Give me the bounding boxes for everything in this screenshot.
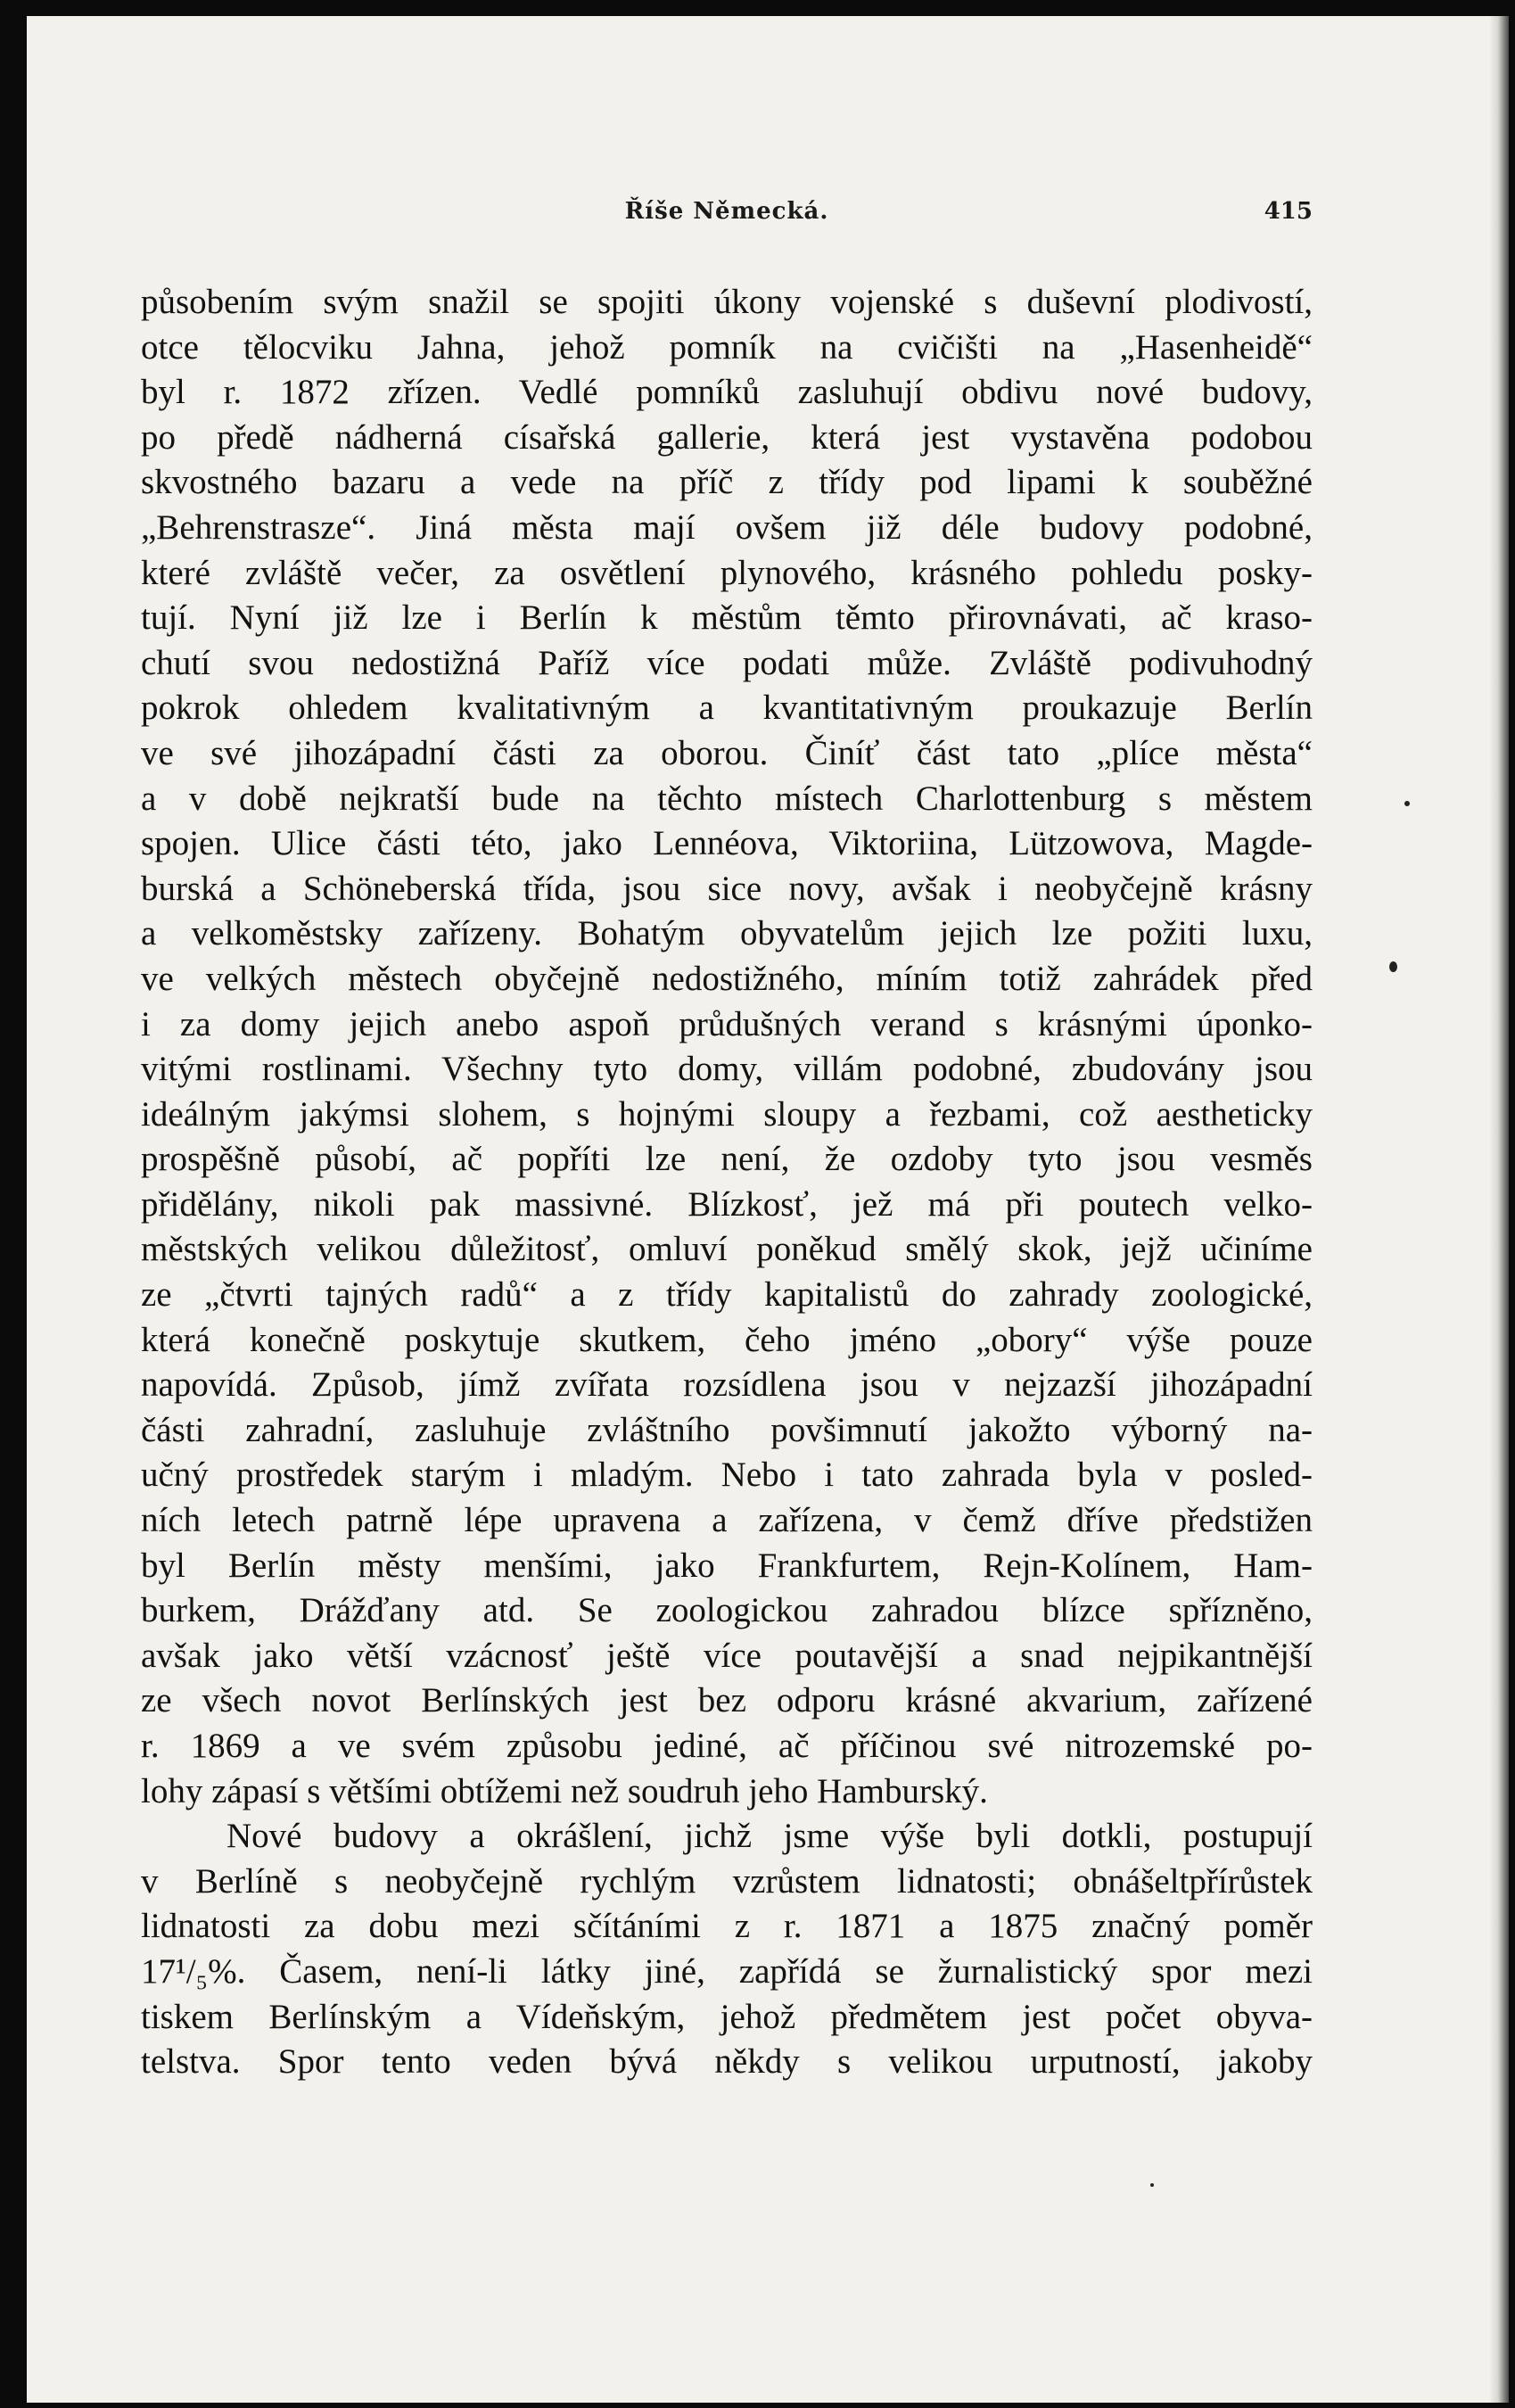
text-line: ních letech patrně lépe upravena a zařízena, v čemž dříve předstižen xyxy=(141,1501,1313,1540)
text-line: lidnatosti za dobu mezi sčítáními z r. 1871 a 1875 značný poměr xyxy=(141,1907,1313,1946)
ink-speck xyxy=(1389,961,1397,972)
body-text xyxy=(141,280,1313,2085)
text-line: pokrok ohledem kvalitativným a kvantitativným proukazuje Berlín xyxy=(141,689,1313,728)
text-line: ve velkých městech obyčejně nedostižného, míním totiž zahrádek před xyxy=(141,959,1313,998)
text-line: i za domy jejich anebo aspoň průdušných verand s krásnými úponko- xyxy=(141,1004,1313,1043)
text-line: které zvláště večer, za osvětlení plynového, krásného pohledu posky- xyxy=(141,553,1313,592)
text-line: tiskem Berlínským a Vídeňským, jehož předmětem jest počet obyva- xyxy=(141,1997,1313,2036)
text-line: telstva. Spor tento veden bývá někdy s velikou urputností, jakoby xyxy=(141,2042,1313,2082)
text-line: a velkoměstsky zařízeny. Bohatým obyvatelům jejich lze požiti luxu, xyxy=(141,914,1313,953)
text-line: ve své jihozápadní části za oborou. Činíť část tato „plíce města“ xyxy=(141,733,1313,772)
text-line: ze „čtvrti tajných radů“ a z třídy kapitalistů do zahrady zoologické, xyxy=(141,1275,1313,1315)
text-line: burská a Schöneberská třída, jsou sice novy, avšak i neobyčejně krásny xyxy=(141,869,1313,908)
text-line: lohy zápasí s většími obtížemi než soudruh jeho Hamburský. xyxy=(141,1771,988,1810)
text-line: v Berlíně s neobyčejně rychlým vzrůstem lidnatosti; obnášeltpřírůstek xyxy=(141,1861,1313,1901)
text-line: Nové budovy a okrášlení, jichž jsme výše byli dotkli, postupují xyxy=(226,1817,1313,1856)
text-line: chutí svou nedostižná Paříž více podati může. Zvláště podivuhodný xyxy=(141,643,1313,682)
page-number: 415 xyxy=(1264,198,1313,225)
book-page xyxy=(27,16,1509,2403)
text-line: působením svým snažil se spojiti úkony vojenské s duševní plodivostí, xyxy=(141,283,1313,321)
text-line: části zahradní, zasluhuje zvláštního povšimnutí jakožto výborný na- xyxy=(141,1410,1313,1449)
text-line: po předě nádherná císařská gallerie, která jest vystavěna podobou xyxy=(141,417,1313,457)
text-line: vitými rostlinami. Všechny tyto domy, villám podobné, zbudovány jsou xyxy=(141,1050,1313,1089)
text-line: skvostného bazaru a vede na příč z třídy pod lipami k souběžné xyxy=(141,463,1313,502)
page-header xyxy=(141,193,1313,235)
ink-speck xyxy=(1150,2183,1154,2187)
text-line: „Behrenstrasze“. Jiná města mají ovšem již déle budovy podobné, xyxy=(141,507,1313,547)
ink-speck xyxy=(1404,801,1410,806)
text-line: učný prostředek starým i mladým. Nebo i tato zahrada byla v posled- xyxy=(141,1456,1313,1495)
text-line: přidělány, nikoli pak massivné. Blízkosť, jež má při poutech velko- xyxy=(141,1184,1313,1224)
text-line: byl r. 1872 zřízen. Vedlé pomníků zasluhují obdivu nové budovy, xyxy=(141,373,1313,412)
text-line: prospěšně působí, ač popříti lze není, že ozdoby tyto jsou vesměs xyxy=(141,1140,1313,1179)
text-line: tují. Nyní již lze i Berlín k městům těmto přirovnávati, ač kraso- xyxy=(141,598,1313,638)
text-line: ze všech novot Berlínských jest bez odporu krásné akvarium, zařízené xyxy=(141,1681,1313,1720)
text-line: r. 1869 a ve svém způsobu jediné, ač příčinou své nitrozemské po- xyxy=(141,1727,1313,1765)
text-line: a v době nejkratší bude na těchto místech Charlottenburg s městem xyxy=(141,779,1313,818)
text-line: která konečně poskytuje skutkem, čeho jméno „obory“ výše pouze xyxy=(141,1320,1313,1359)
text-line: otce tělocviku Jahna, jehož pomník na cvičišti na „Hasenheidě“ xyxy=(141,327,1313,367)
text-line: napovídá. Způsob, jímž zvířata rozsídlena jsou v nejzazší jihozápadní xyxy=(141,1365,1313,1405)
running-title: Říše Německá. xyxy=(624,198,829,225)
text-line: spojen. Ulice části této, jako Lennéova, Viktoriina, Lützowova, Magde- xyxy=(141,824,1313,863)
text-line: byl Berlín městy menšími, jako Frankfurtem, Rejn-Kolínem, Ham- xyxy=(141,1546,1313,1585)
text-line: burkem, Drážďany atd. Se zoologickou zahradou blízce spřízněno, xyxy=(141,1591,1313,1630)
text-line: městských velikou důležitosť, omluví poněkud smělý skok, jejž učiníme xyxy=(141,1230,1313,1269)
page-spine-shadow xyxy=(1489,16,1509,2403)
text-line: ideálným jakýmsi slohem, s hojnými sloupy a řezbami, což aestheticky xyxy=(141,1094,1313,1134)
text-line: avšak jako větší vzácnosť ještě více poutavější a snad nejpikantnější xyxy=(141,1636,1313,1675)
text-line: 17¹/₅%. Časem, není-li látky jiné, zapřídá se žurnalistický spor mezi xyxy=(141,1951,1313,1991)
